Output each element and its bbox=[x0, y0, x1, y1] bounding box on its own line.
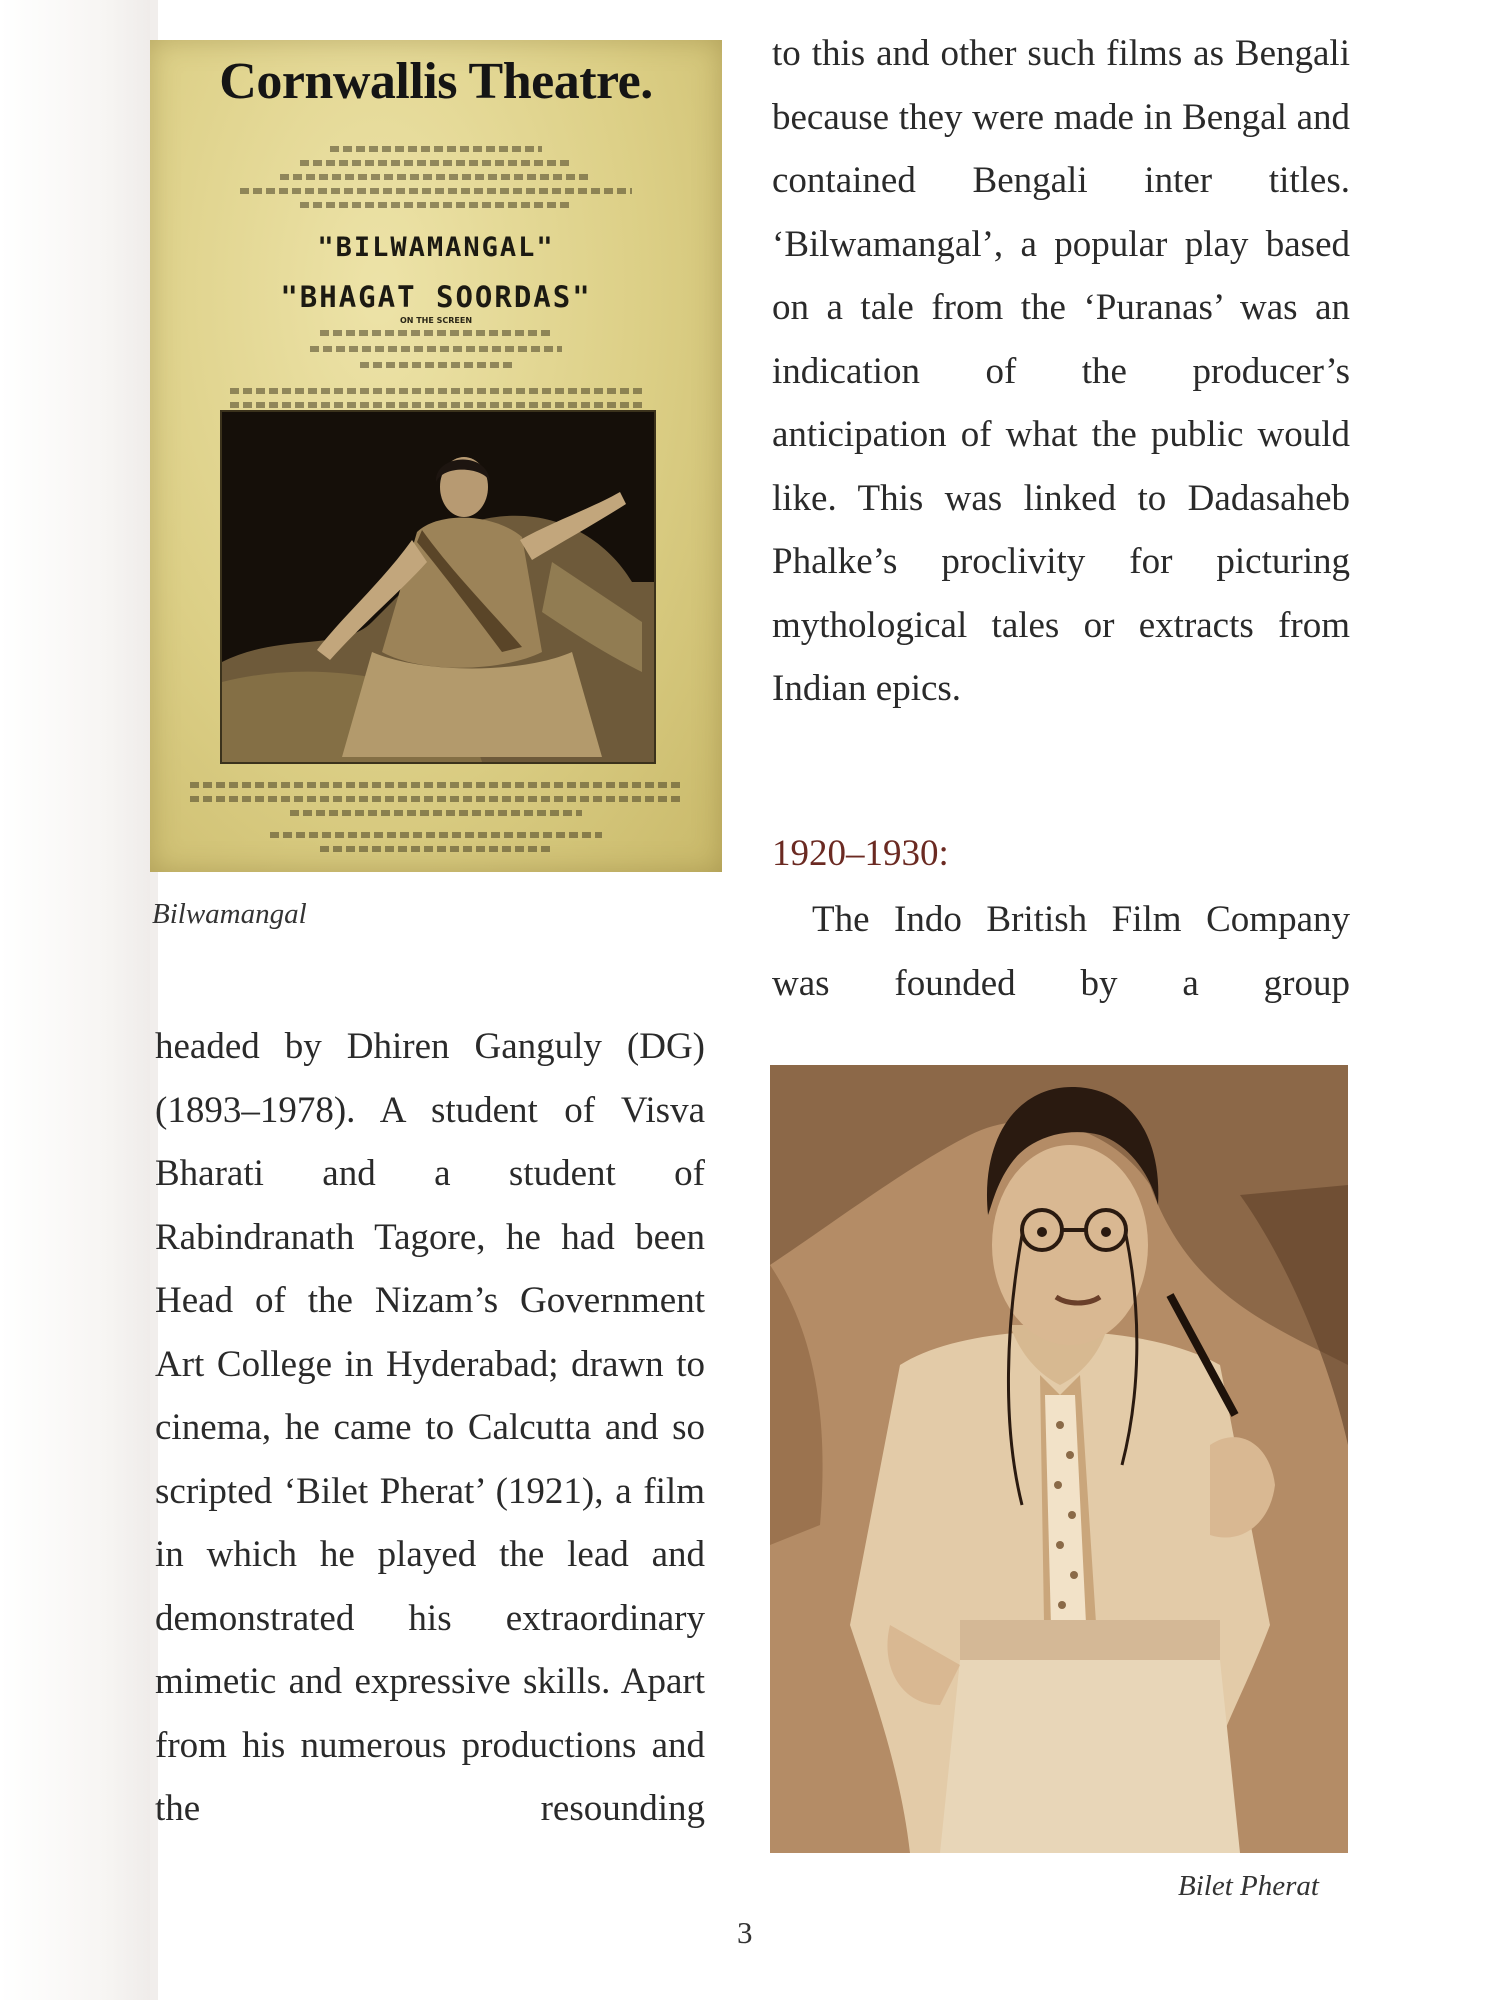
poster-fine-print bbox=[280, 174, 592, 180]
poster-on-screen: ON THE SCREEN bbox=[399, 316, 473, 325]
dhiren-ganguly-illustration bbox=[770, 1065, 1348, 1853]
actress-illustration bbox=[222, 412, 654, 762]
left-column-paragraph: headed by Dhiren Ganguly (DG) (1893–1978). A student of Visva Bharati and a student of Rabindranath Tagore, he had been Head of the Nizam’s Government Art College in Hyderabad; drawn to cinema, he came to Calcutta and so scripted ‘Bilet Pherat’ (1921), a film in which he played the lead and demonstrated his extraordinary mimetic and expressive skills. Apart from his numerous productions and the resounding bbox=[155, 1026, 705, 1829]
poster-fine-print bbox=[230, 388, 642, 394]
bilwamangal-poster bbox=[150, 40, 722, 872]
right-column-paragraph: to this and other such films as Bengali because they were made in Bengal and contained Bengali inter titles. ‘Bilwamangal’, a popular play based on a tale from the ‘Puranas’ was an indication of the producer’s anticipation of what the public would like. This was linked to Dadasaheb Phalke’s proclivity for picturing mythological tales or extracts from Indian epics. bbox=[772, 33, 1350, 709]
poster-fine-print bbox=[290, 810, 582, 816]
poster-fine-print bbox=[190, 796, 682, 802]
page-number: 3 bbox=[737, 1915, 753, 1950]
bilet-pherat-photo bbox=[770, 1065, 1348, 1853]
poster-fine-print bbox=[300, 202, 572, 208]
poster-fine-print bbox=[330, 146, 542, 152]
poster-fine-print bbox=[300, 160, 572, 166]
right-column-paragraph-2: The Indo British Film Company was founded by a group bbox=[772, 899, 1350, 1004]
poster-film-title-2: "BHAGAT SOORDAS" bbox=[280, 280, 592, 314]
section-heading: 1920–1930: bbox=[772, 833, 949, 874]
poster-fine-print bbox=[320, 846, 552, 852]
poster-fine-print bbox=[190, 782, 682, 788]
photo-caption: Bilet Pherat bbox=[1178, 1870, 1319, 1902]
page-edge-shadow bbox=[0, 0, 150, 2000]
poster-fine-print bbox=[270, 832, 602, 838]
poster-caption: Bilwamangal bbox=[152, 898, 307, 930]
poster-fine-print bbox=[230, 402, 642, 408]
poster-film-title-1: "BILWAMANGAL" bbox=[317, 232, 555, 263]
poster-fine-print bbox=[310, 346, 562, 352]
poster-fine-print bbox=[320, 330, 552, 336]
poster-actress-photo bbox=[222, 412, 654, 762]
poster-fine-print bbox=[360, 362, 512, 368]
poster-fine-print bbox=[240, 188, 632, 194]
poster-title: Cornwallis Theatre. bbox=[219, 53, 653, 110]
